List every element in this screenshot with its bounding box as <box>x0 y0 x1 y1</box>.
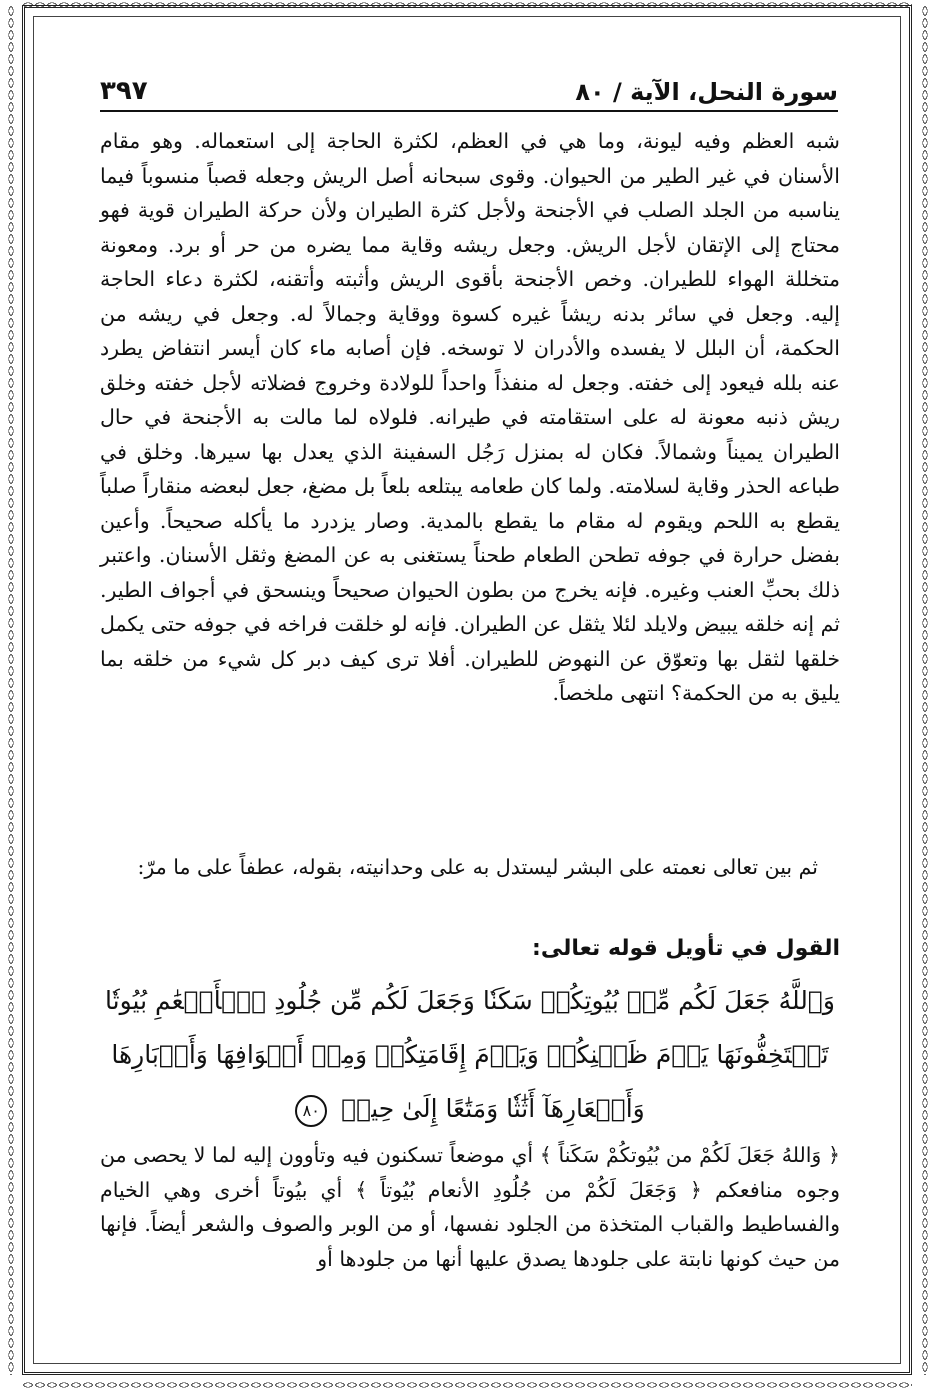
left-border-ornament <box>6 5 16 1375</box>
page-number: ٣٩٧ <box>100 76 148 106</box>
verse-line-1: وَٱللَّهُ جَعَلَ لَكُم مِّنۢ بُيُوتِكُمۡ سَكَنٗا وَجَعَلَ لَكُم مِّن جُلُودِ ٱلۡأَنۡعَٰمِ بُيُوتٗا <box>105 986 835 1015</box>
transition-paragraph: ثم بين تعالى نعمته على البشر ليستدل به على وحدانيته، بقوله، عطفاً على ما مرّ: <box>137 855 818 879</box>
verse-line-2: تَسۡتَخِفُّونَهَا يَوۡمَ ظَعۡنِكُمۡ وَيَوۡمَ إِقَامَتِكُمۡ وَمِنۡ أَصۡوَافِهَا وَأَوۡبَارِهَا <box>111 1040 829 1069</box>
verse-line-3-text: وَأَشۡعَارِهَآ أَثَٰثٗا وَمَتَٰعًا إِلَىٰ حِينٖ <box>341 1094 645 1123</box>
running-title: سورة النحل، الآية / ٨٠ <box>575 78 838 106</box>
bottom-border-ornament <box>22 1380 912 1390</box>
page-header <box>100 62 838 112</box>
right-border-ornament <box>920 5 930 1375</box>
commentary-paragraph: ﴿ وَاللهُ جَعَلَ لَكُمْ من بُيُوتكُمْ سَكَناً ﴾ أي موضعاً تسكنون فيه وتأوون إليه لما لا يحصى من وجوه منافعكم ﴿ وَجَعَلَ لَكُمْ من جُلُودِ الأنعام بُيُوتاً ﴾ أي بيُوتاً أخرى وهي الخيام والفساطيط والقباب المتخذة من الجلود نفسها، أو من الوبر والصوف والشعر أيضاً. فإنها من حيث كونها نابتة على جلودها يصدق عليها أنها من جلودها أو <box>100 1143 840 1271</box>
body-paragraph: شبه العظم وفيه ليونة، وما هي في العظم، لكثرة الحاجة إلى استعماله. وهو مقام الأسنان في غير الطير من الحيوان. وقوى سبحانه أصل الريش وجعله قصباً منسوباً فيما يناسبه من الجلد الصلب في الأجنحة ولأجل كثرة الطيران ولأن حركة الطيران قوية فهو محتاج إلى الإتقان لأجل الريش. وجعل ريشه وقاية مما يضره من حر أو برد. ومعونة متخللة الهواء للطيران. وخص الأجنحة بأقوى الريش وأثبته وأتقنه، لكثرة دعاء الحاجة إليه. وجعل في سائر بدنه ريشاً غيره كسوة ووقاية وجمالاً له. وجعل في ريشه من الحكمة، أن البلل لا يفسده والأدران لا توسخه. فإن أصابه ماء كان أيسر انتفاض يطرد عنه بلله فيعود إلى خفته. وجعل له منفذاً واحداً للولادة وخروج فضلاته لأجل خفته وخلق ريش ذنبه معونة له على استقامته في طيرانه. فلولاه لما مالت به الأجنحة في حال الطيران يميناً وشمالاً. فكان له بمنزل رَجُل السفينة الذي يعدل بها سيرها. وخلق في طباعه الحذر وقاية لسلامته. ولما كان طعامه يبتلعه بلعاً بل مضغ، جعل لبعضه منقاراً صلباً يقطع به اللحم ويقوم له مقام ما يقطع بالمدية. وصار يزدرد ما يأكله صحيحاً. وأعين بفضل حرارة في جوفه تطحن الطعام طحناً يستغنى به عن المضغ وثقل الأسنان. واعتبر ذلك بحبِّ العنب وغيره. فإنه يخرج من بطون الحيوان صحيحاً وينسحق في أجواف الطير. ثم إنه خلقه يبيض ولايلد لئلا يثقل عن الطيران. فإنه لو خلقت فراخه في جوفه حتى يكمل خلقها لثقل بها وتعوّق عن النهوض للطيران. أفلا ترى كيف دبر كل شيء من خلقه بما يليق به من الحكمة؟ انتهى ملخصاً. <box>100 129 840 705</box>
verse-line-3 <box>100 1082 840 1136</box>
quran-verse <box>100 974 840 1136</box>
ayah-number-marker: ٨٠ <box>295 1095 327 1127</box>
section-heading: القول في تأويل قوله تعالى: <box>532 936 840 961</box>
